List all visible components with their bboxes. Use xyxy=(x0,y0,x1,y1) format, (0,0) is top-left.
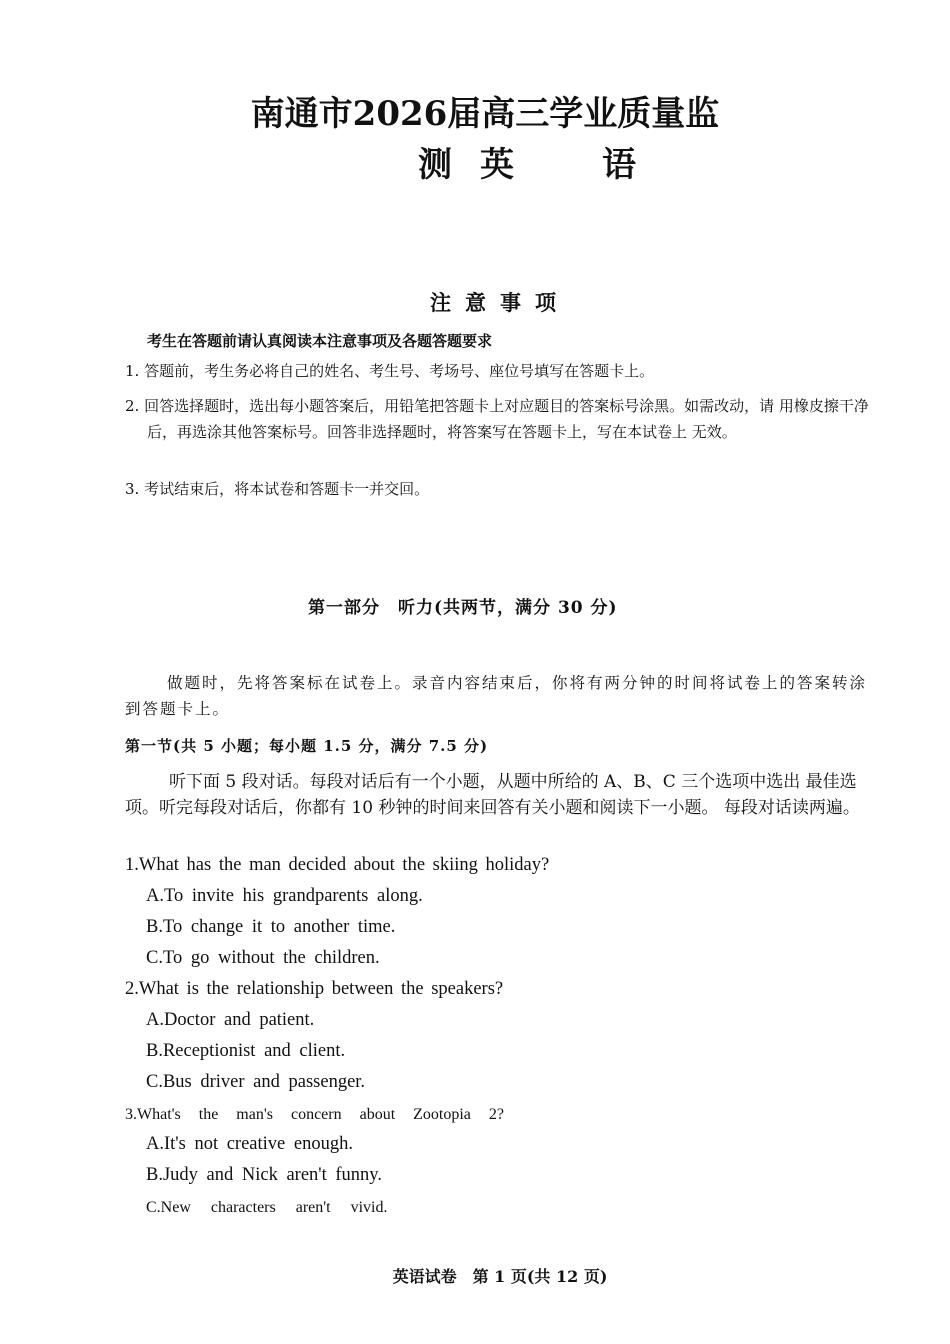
question-1-option-b: B.To change it to another time. xyxy=(146,917,396,937)
section1-heading: 第一节(共 5 小题；每小题 1.5 分，满分 7.5 分) xyxy=(125,737,489,755)
question-3-option-b: B.Judy and Nick aren't funny. xyxy=(146,1165,382,1185)
question-1-option-c: C.To go without the children. xyxy=(146,948,380,968)
page-footer: 英语试卷 第 1 页(共 12 页) xyxy=(392,1267,608,1286)
part1-instructions: 做题时，先将答案标在试卷上。录音内容结束后，你将有两分钟的时间将试卷上的答案转涂到答题卡上。 xyxy=(125,674,868,718)
question-1-option-a: A.To invite his grandparents along. xyxy=(146,886,423,906)
question-2-option-a: A.Doctor and patient. xyxy=(146,1010,315,1030)
exam-title-line1: 南通市2026届高三学业质量监 xyxy=(250,94,720,134)
notice-rule-2: 2. 回答选择题时，选出每小题答案后，用铅笔把答题卡上对应题目的答案标号涂黑。如需改动，请 用橡皮擦干净后，再选涂其他答案标号。回答非选择题时，将答案写在答题卡上，写在本试卷上 无效。 xyxy=(125,397,869,441)
question-2-stem: 2.What is the relationship between the speakers? xyxy=(125,979,504,999)
exam-title-line2 xyxy=(418,137,636,186)
question-1-stem: 1.What has the man decided about the skiing holiday? xyxy=(125,855,550,875)
title-char-3: 语 xyxy=(602,145,636,185)
notice-rule-3: 3. 考试结束后，将本试卷和答题卡一并交回。 xyxy=(125,480,430,498)
part1-heading: 第一部分 听力(共两节，满分 30 分) xyxy=(308,598,618,618)
question-3-stem: 3.What's the man's concern about Zootopia 2? xyxy=(125,1106,505,1123)
question-2-option-c: C.Bus driver and passenger. xyxy=(146,1072,366,1092)
notice-rule-1: 1. 答题前，考生务必将自己的姓名、考生号、考场号、座位号填写在答题卡上。 xyxy=(125,362,655,380)
question-3-option-c: C.New characters aren't vivid. xyxy=(146,1199,388,1216)
notice-heading: 注意事项 xyxy=(430,290,570,315)
title-char-1: 测 xyxy=(418,145,452,185)
notice-subheading: 考生在答题前请认真阅读本注意事项及各题答题要求 xyxy=(147,332,493,350)
question-2-option-b: B.Receptionist and client. xyxy=(146,1041,346,1061)
title-char-2: 英 xyxy=(480,145,514,185)
section1-instructions: 听下面 5 段对话。每段对话后有一个小题，从题中所给的 A、B、C 三个选项中选出 最佳选项。听完每段对话后，你都有 10 秒钟的时间来回答有关小题和阅读下一小题。 每段对话读两遍。 xyxy=(125,772,860,818)
question-3-option-a: A.It's not creative enough. xyxy=(146,1134,353,1154)
